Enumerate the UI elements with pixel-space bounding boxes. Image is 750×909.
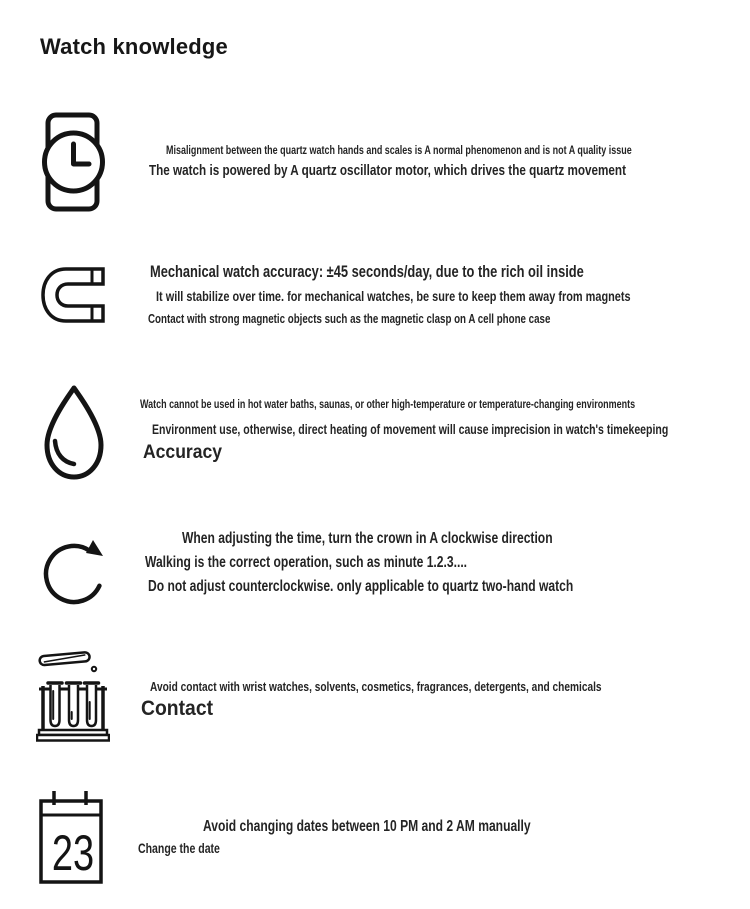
test-tubes-icon	[36, 650, 110, 742]
chemicals-warning-line: Avoid contact with wrist watches, solvents, cosmetics, fragrances, detergents, and chemicals	[150, 679, 602, 694]
date-warning-line: Avoid changing dates between 10 PM and 2 AM manually	[203, 818, 531, 835]
wristwatch-icon	[40, 112, 108, 212]
water-drop-icon	[40, 384, 108, 481]
page-title: Watch knowledge	[40, 34, 228, 59]
temperature-detail-line: Environment use, otherwise, direct heating of movement will cause imprecision in watch's timekeeping	[152, 422, 669, 437]
magnet-contact-line: Contact with strong magnetic objects such as the magnetic clasp on A cell phone case	[148, 312, 551, 326]
calendar-day-number: 23	[51, 826, 95, 882]
quartz-note-line: Misalignment between the quartz watch hands and scales is A normal phenomenon and is not A quality issue	[166, 145, 632, 157]
crown-direction-line: When adjusting the time, turn the crown in A clockwise direction	[182, 530, 553, 547]
contact-label: Contact	[141, 696, 214, 720]
quartz-main-line: The watch is powered by A quartz oscillator motor, which drives the quartz movement	[149, 162, 626, 179]
magnet-accuracy-line: Mechanical watch accuracy: ±45 seconds/day, due to the rich oil inside	[150, 263, 584, 281]
crown-operation-line: Walking is the correct operation, such as minute 1.2.3....	[145, 554, 468, 571]
calendar-icon	[38, 789, 104, 885]
magnet-icon	[40, 266, 106, 324]
magnet-warning-line: It will stabilize over time. for mechanical watches, be sure to keep them away from magnets	[156, 288, 631, 304]
clockwise-arrow-icon	[42, 530, 108, 612]
accuracy-label: Accuracy	[143, 441, 223, 463]
temperature-warning-line: Watch cannot be used in hot water baths, saunas, or other high-temperature or temperature-changing environments	[140, 399, 636, 411]
crown-warning-line: Do not adjust counterclockwise. only applicable to quartz two-hand watch	[148, 578, 574, 595]
change-date-label: Change the date	[138, 841, 220, 856]
